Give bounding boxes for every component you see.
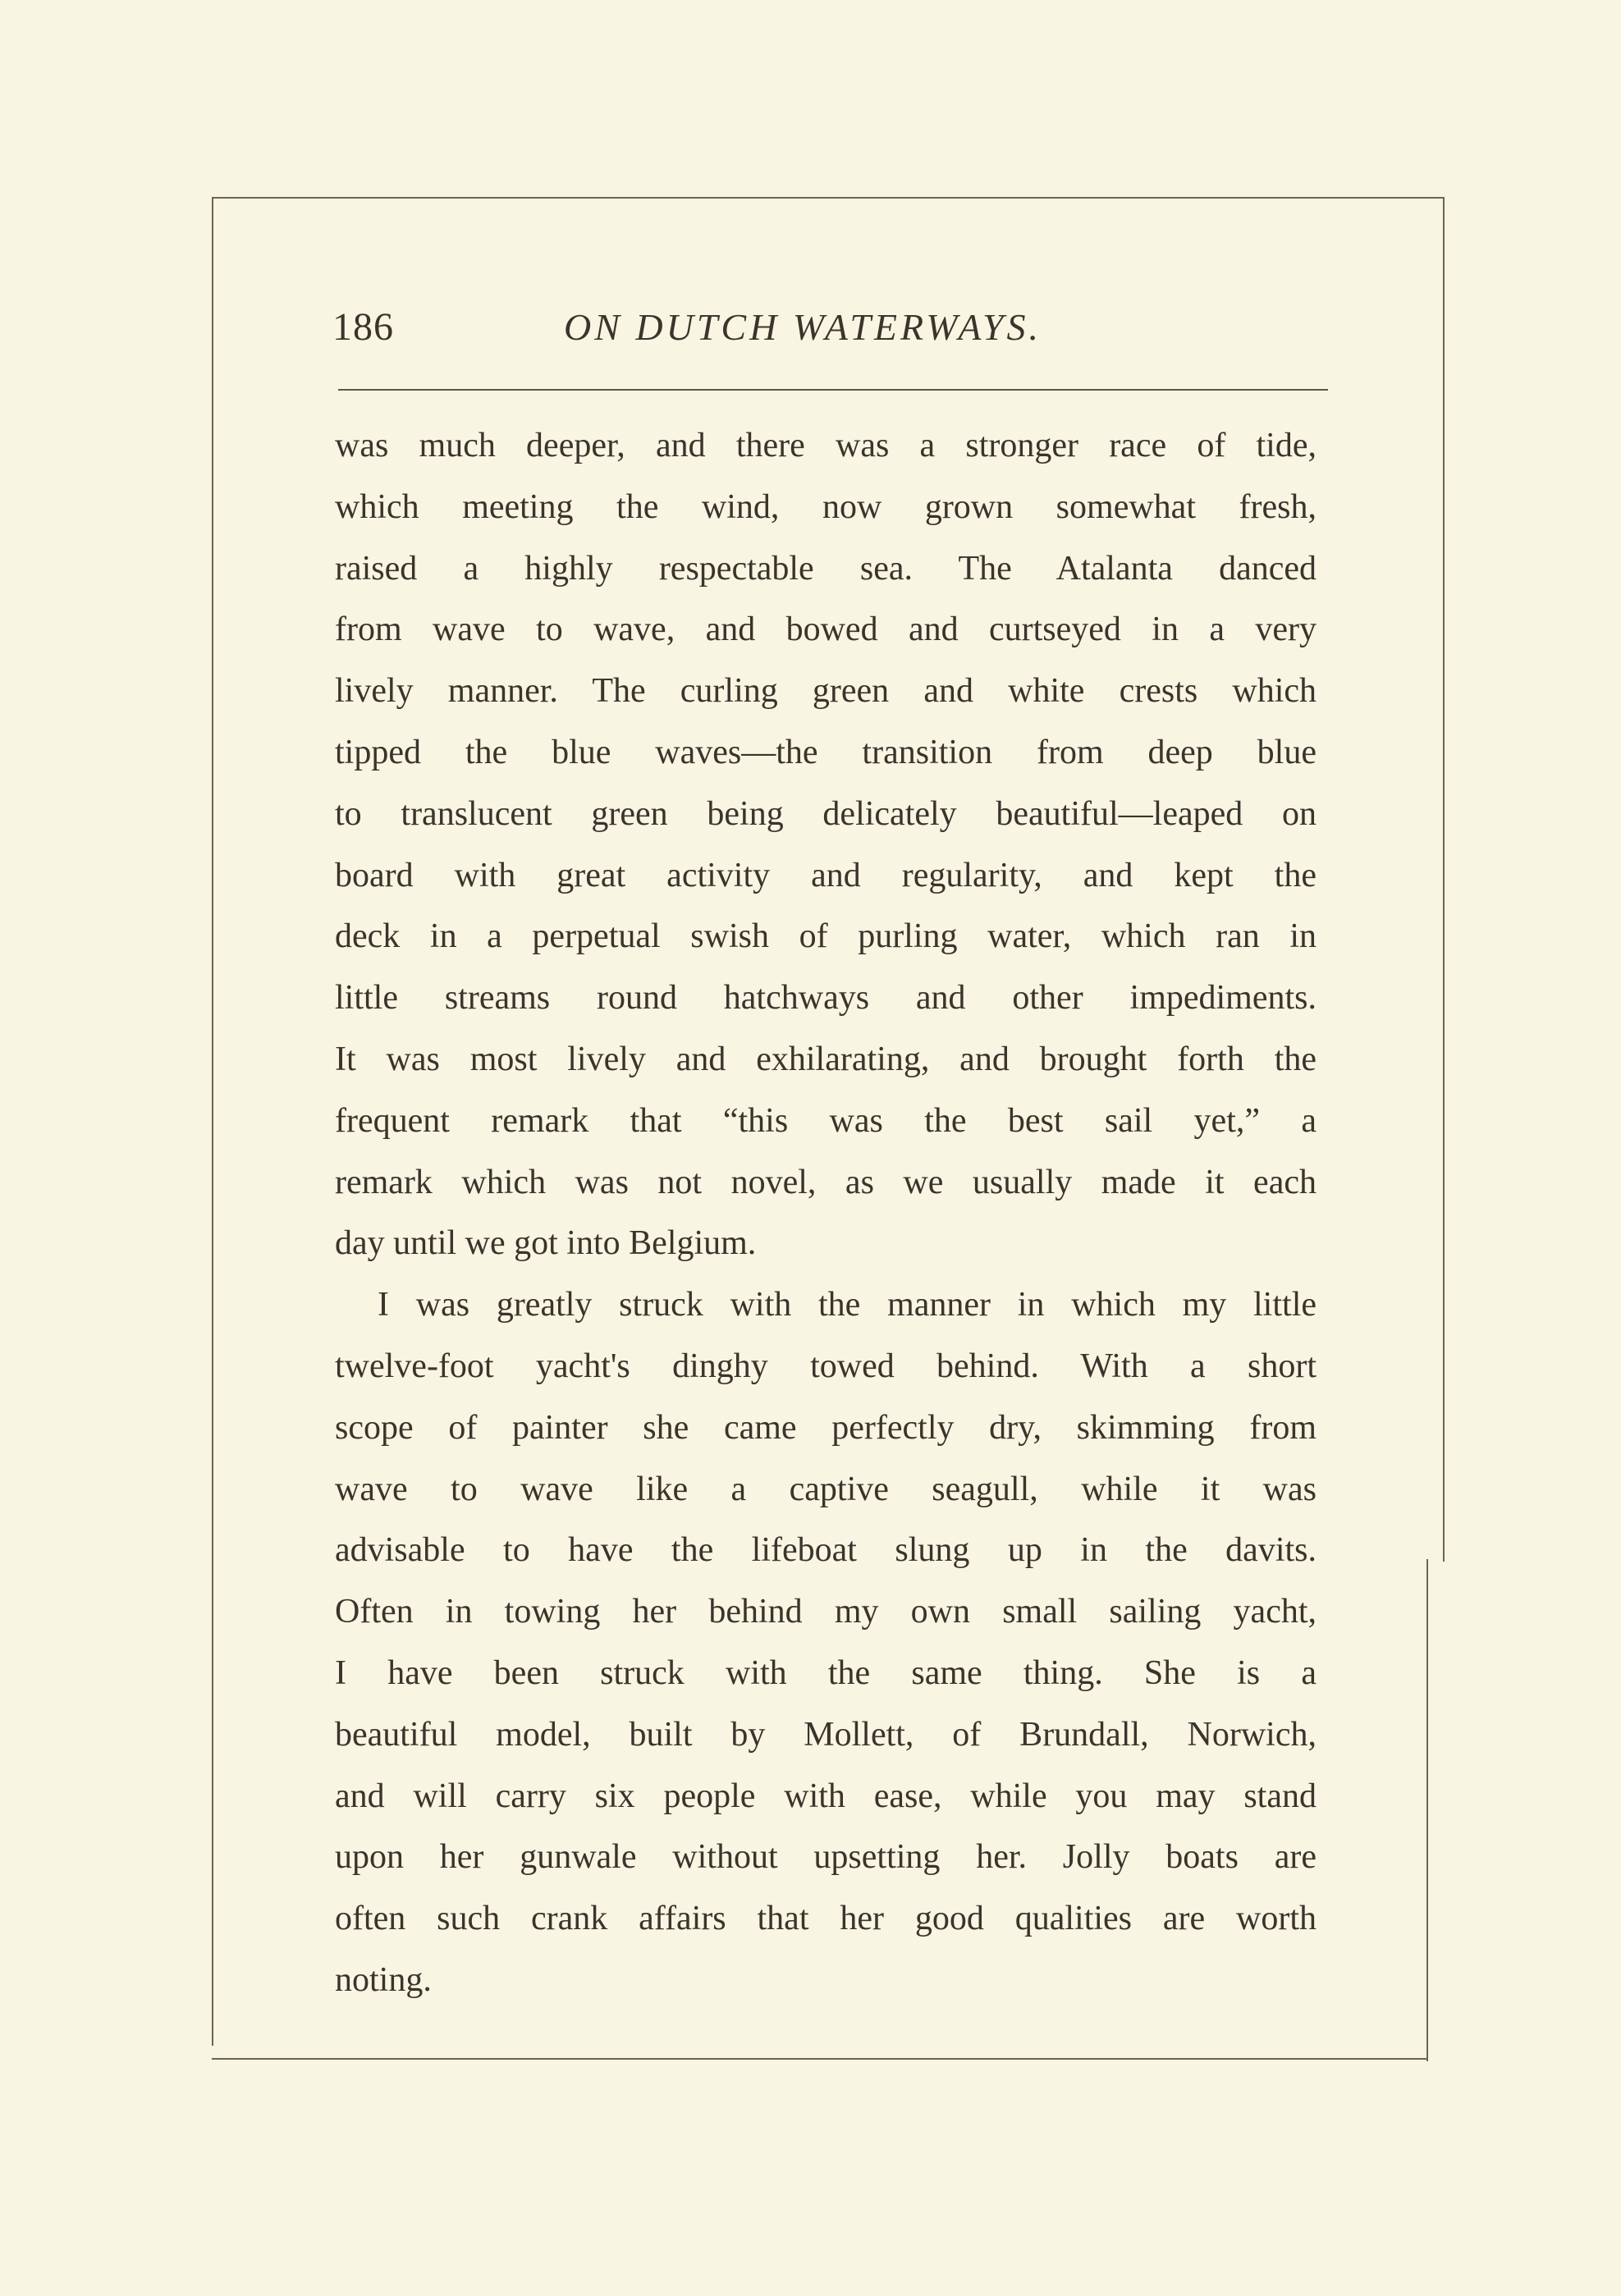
page-frame-bottom (212, 2058, 1428, 2060)
body-line: which meeting the wind, now grown somewhat fresh, (335, 487, 1316, 526)
body-line: twelve-foot yacht's dinghy towed behind. With a short (335, 1347, 1316, 1385)
body-text (335, 415, 1316, 2011)
body-line: frequent remark that “this was the best sail yet,” a (335, 1101, 1316, 1140)
body-line: lively manner. The curling green and white crests which (335, 672, 1316, 711)
body-line: and will carry six people with ease, while you may stand (335, 1777, 1316, 1815)
body-line: was much deeper, and there was a stronger race of tide, (335, 427, 1316, 464)
header-rule (338, 389, 1328, 391)
page-frame-top (212, 197, 1445, 199)
body-line: upon her gunwale without upsetting her. Jolly boats are (335, 1838, 1316, 1877)
body-line: board with great activity and regularity, and kept the (335, 856, 1316, 894)
body-line: deck in a perpetual swish of purling water, which ran in (335, 917, 1316, 956)
body-line: remark which was not novel, as we usually made it each (335, 1163, 1316, 1201)
body-line: tipped the blue waves—the transition from deep blue (335, 733, 1316, 771)
paragraph-first-line: I was greatly struck with the manner in which my little (378, 1286, 1316, 1324)
body-line: to translucent green being delicately beautiful—leaped on (335, 794, 1316, 833)
page-number: 186 (332, 305, 394, 349)
body-line: day until we got into Belgium. (335, 1224, 757, 1263)
body-line: little streams round hatchways and other impediments. (335, 979, 1316, 1018)
body-line: noting. (335, 1960, 432, 1999)
page-frame-left (212, 198, 213, 2046)
page-frame-right (1443, 198, 1445, 1562)
body-line: Often in towing her behind my own small sailing yacht, (335, 1593, 1316, 1631)
body-line: from wave to wave, and bowed and curtseyed in a very (335, 611, 1316, 649)
body-line: beautiful model, built by Mollett, of Brundall, Norwich, (335, 1715, 1316, 1754)
page-frame-right-lower (1426, 1559, 1428, 2061)
body-line: I have been struck with the same thing. She is a (335, 1653, 1316, 1692)
running-title: ON DUTCH WATERWAYS. (564, 306, 1042, 348)
body-line: advisable to have the lifeboat slung up in the davits. (335, 1531, 1316, 1570)
body-line: scope of painter she came perfectly dry, skimming from (335, 1408, 1316, 1447)
body-line: often such crank affairs that her good qualities are worth (335, 1900, 1316, 1938)
body-line: It was most lively and exhilarating, and brought forth the (335, 1040, 1316, 1078)
body-line: wave to wave like a captive seagull, while it was (335, 1470, 1316, 1508)
body-line: raised a highly respectable sea. The Atalanta danced (335, 549, 1316, 588)
running-head (332, 297, 1088, 358)
